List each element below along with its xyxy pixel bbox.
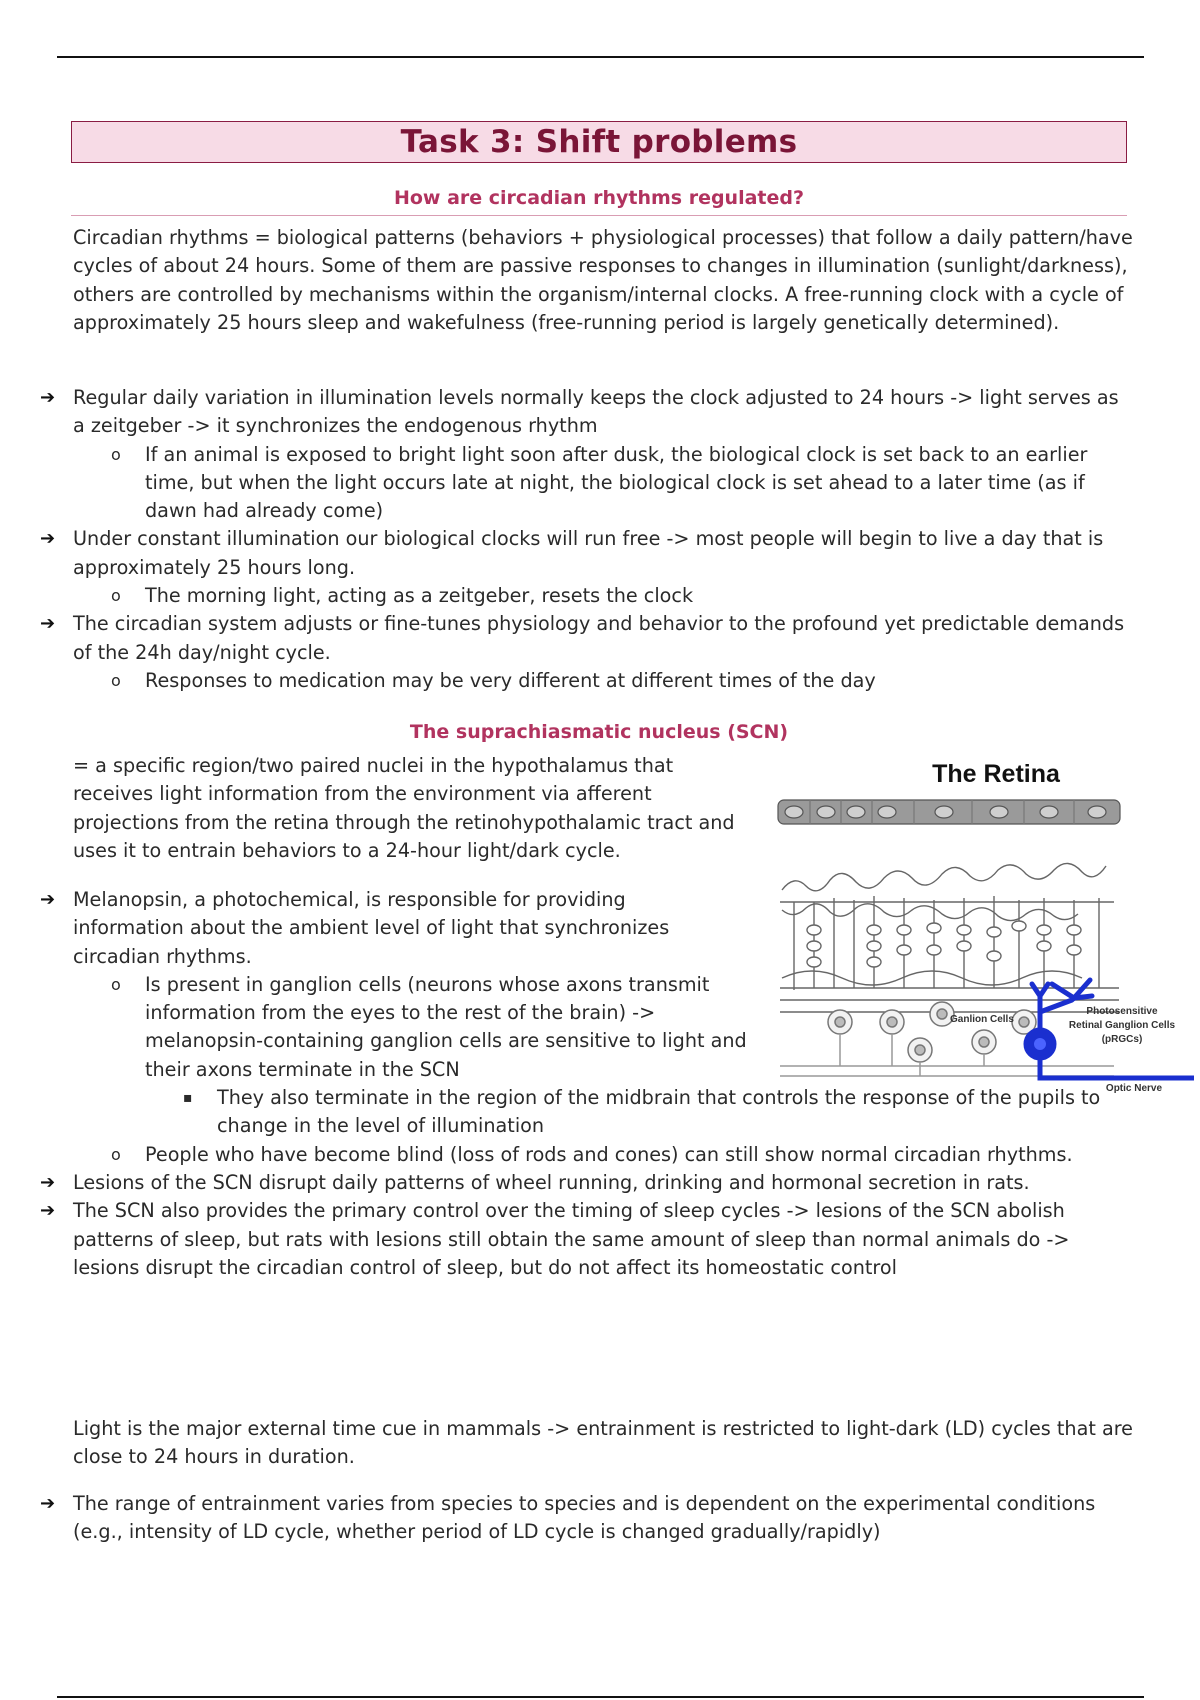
list-item [0, 384, 1133, 441]
bullet-text: Lesions of the SCN disrupt daily patterns of wheel running, drinking and hormonal secretion in rats. [73, 1170, 1030, 1194]
entrainment-list [40, 1490, 1133, 1547]
bullet-text: They also terminate in the region of the midbrain that controls the response of the pupils to change in the level of illumination [217, 1086, 1101, 1138]
arrow-bullet-icon: ➔ [40, 1171, 56, 1193]
list-item [0, 886, 733, 971]
page-title: Task 3: Shift problems [400, 124, 798, 160]
label-prgc-line2: Retinal Ganglion Cells [1068, 1020, 1176, 1031]
footer-rule [57, 1696, 1144, 1698]
list-item [0, 667, 1133, 695]
square-bullet-icon: ▪ [183, 1090, 193, 1107]
figure-title: The Retina [932, 760, 1060, 788]
label-optic-nerve: Optic Nerve [1105, 1083, 1163, 1094]
list-item [0, 971, 758, 1084]
arrow-bullet-icon: ➔ [40, 613, 56, 635]
circle-bullet-icon: o [111, 444, 121, 464]
pigment-epithelium [778, 800, 1120, 824]
bullet-text: Responses to medication may be very different at different times of the day [145, 668, 876, 692]
list-item [0, 1197, 1133, 1282]
scn-definition [73, 752, 753, 865]
circle-bullet-icon: o [111, 974, 121, 994]
bullet-text: If an animal is exposed to bright light soon after dusk, the biological clock is set back to an earlier time, but when the light occurs late at night, the biological clock is set ahead to a later time (as if dawn had already come) [145, 442, 1088, 523]
retina-diagram [774, 750, 1194, 1100]
label-prgc-line3: (pRGCs) [1101, 1034, 1143, 1045]
section-heading-rule [71, 215, 1127, 216]
arrow-bullet-icon: ➔ [40, 1493, 56, 1514]
label-ganglion-cells: Ganlion Cells [950, 1014, 1014, 1025]
circle-bullet-icon: o [111, 1144, 121, 1164]
list-item [0, 525, 1133, 582]
scn-definition-text: = a specific region/two paired nuclei in the hypothalamus that receives light information from the environment via afferent projections from the retina through the retinohypothalamic tract and uses it to entrain behaviors to a 24-hour light/dark cycle. [73, 754, 735, 862]
section-heading-circadian: How are circadian rhythms regulated? [393, 187, 805, 209]
arrow-bullet-icon: ➔ [40, 387, 56, 408]
list-item [0, 1169, 1133, 1197]
arrow-bullet-icon: ➔ [40, 1200, 56, 1222]
light-paragraph [73, 1415, 1133, 1472]
bullet-text: Is present in ganglion cells (neurons whose axons transmit information from the eyes to the rest of the brain) -> melanopsin-containing ganglion cells are sensitive to light and their axons terminate in the SCN [145, 972, 747, 1081]
retina-figure [774, 750, 1194, 1100]
list-item [0, 441, 1133, 526]
intro-text: Circadian rhythms = biological patterns (behaviors + physiological processes) that follow a daily pattern/have cycles of about 24 hours. Some of them are passive responses to changes in illumination (sunlight/darkness), others are controlled by mechanisms within the organism/internal clocks. A free-running clock with a cycle of approximately 25 hours sleep and wakefulness (free-running period is largely genetically determined). [73, 226, 1133, 334]
list-item [0, 582, 1133, 610]
bullet-text: Under constant illumination our biological clocks will run free -> most people will begin to live a day that is approximately 25 hours long. [73, 527, 1104, 579]
bullet-text: People who have become blind (loss of rods and cones) can still show normal circadian rhythms. [145, 1142, 1073, 1166]
photoreceptor-layer [780, 863, 1119, 1012]
header-rule [57, 56, 1144, 58]
section-heading-scn: The suprachiasmatic nucleus (SCN) [409, 721, 789, 743]
title-box [71, 121, 1127, 163]
bullet-text: The morning light, acting as a zeitgeber, resets the clock [145, 584, 694, 608]
bullet-text: Regular daily variation in illumination levels normally keeps the clock adjusted to 24 hours -> light serves as a zeitgeber -> it synchronizes the endogenous rhythm [73, 386, 1119, 438]
circle-bullet-icon: o [111, 586, 121, 606]
list-item [0, 1141, 1133, 1169]
light-text: Light is the major external time cue in mammals -> entrainment is restricted to light-dark (LD) cycles that are close to 24 hours in duration. [73, 1417, 1133, 1469]
list-item [0, 1490, 1133, 1547]
bullet-text: Melanopsin, a photochemical, is responsible for providing information about the ambient level of light that synchronizes circadian rhythms. [73, 888, 670, 968]
ganglion-cells [780, 1002, 1114, 1076]
label-prgc-line1: Photosensitive [1086, 1006, 1158, 1017]
bullet-text: The circadian system adjusts or fine-tunes physiology and behavior to the profound yet predictable demands of the 24h day/night cycle. [73, 612, 1125, 664]
bullet-text: The SCN also provides the primary control over the timing of sleep cycles -> lesions of the SCN abolish patterns of sleep, but rats with lesions still obtain the same amount of sleep than normal animals do -> lesions disrupt the circadian control of sleep, but do not affect its homeostatic control [73, 1199, 1070, 1279]
circadian-bullet-list [40, 384, 1133, 695]
list-item [0, 610, 1133, 667]
arrow-bullet-icon: ➔ [40, 889, 56, 910]
arrow-bullet-icon: ➔ [40, 528, 56, 550]
circle-bullet-icon: o [111, 670, 121, 690]
intro-paragraph [73, 224, 1133, 337]
bullet-text: The range of entrainment varies from species to species and is dependent on the experimental conditions (e.g., intensity of LD cycle, whether period of LD cycle is changed gradually/rapidly) [73, 1492, 1096, 1544]
